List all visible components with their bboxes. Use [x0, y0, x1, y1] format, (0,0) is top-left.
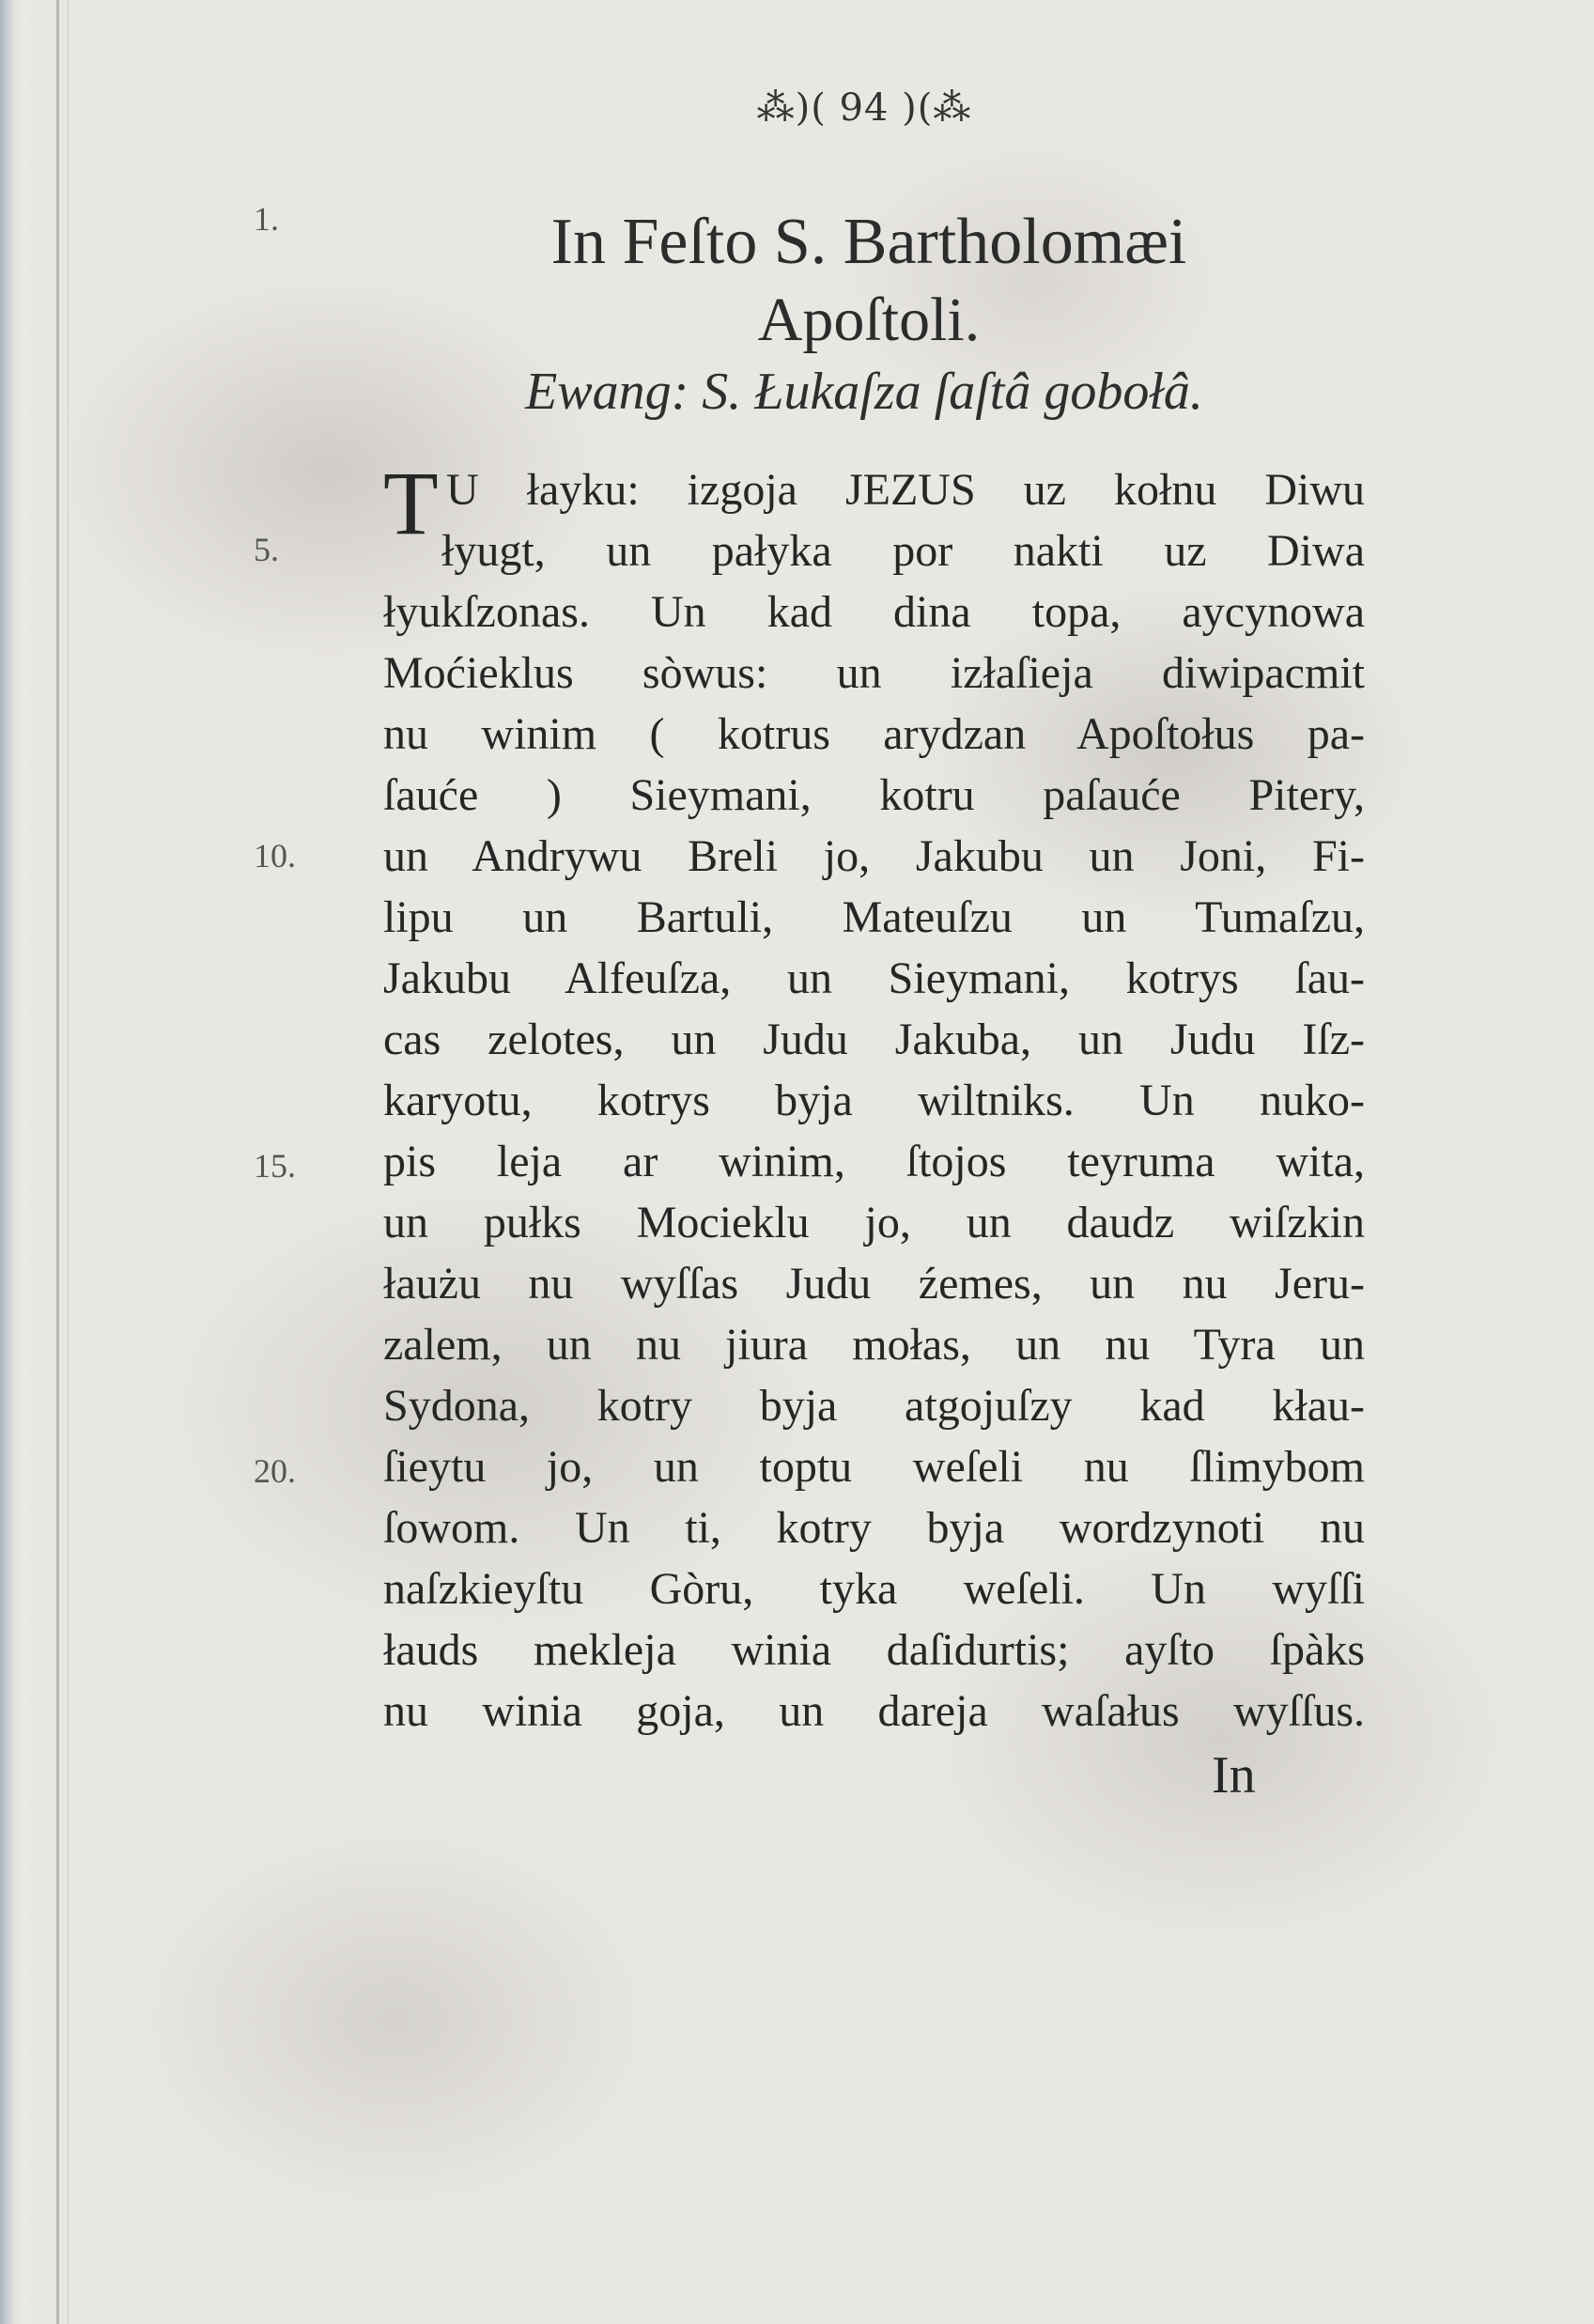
- text-line: un Andrywu Breli jo, Jakubu un Joni, Fi-: [383, 831, 1365, 881]
- text-line: nu winia goja, un dareja waſałus wyſſus.: [383, 1686, 1365, 1736]
- running-head-page-number: ⁂)( 94 )(⁂: [756, 86, 972, 130]
- text-line: Moćieklus sòwus: un izłaſieja diwipacmit: [383, 648, 1365, 698]
- text-line: ſauće ) Sieymani, kotru paſauće Pitery,: [383, 770, 1365, 820]
- text-line: un pułks Mocieklu jo, un daudz wiſzkin: [383, 1198, 1365, 1247]
- text-line: lipu un Bartuli, Mateuſzu un Tumaſzu,: [383, 892, 1365, 942]
- text-line: łyukſzonas. Un kad dina topa, aycynowa: [383, 587, 1365, 637]
- feast-title: In Feſto S. Bartholomæi: [550, 206, 1187, 278]
- text-line: Jakubu Alfeuſza, un Sieymani, kotrys ſau-: [383, 953, 1365, 1003]
- line-number: 10.: [254, 837, 296, 875]
- line-number: 20.: [254, 1452, 296, 1490]
- gospel-reference: Ewang: S. Łukaſza ſaſtâ gobołâ.: [525, 363, 1203, 421]
- text-line: pis leja ar winim, ſtojos teyruma wita,: [383, 1137, 1365, 1186]
- binding-line: [56, 0, 59, 2324]
- text-line: karyotu, kotrys byja wiltniks. Un nuko-: [383, 1076, 1365, 1125]
- line-number: 15.: [254, 1147, 296, 1185]
- binding-line-secondary: [68, 0, 69, 2324]
- text-line: łauds mekleja winia daſidurtis; ayſto ſpàks: [383, 1625, 1365, 1675]
- text-line: łyugt, un pałyka por nakti uz Diwa: [441, 526, 1365, 576]
- text-line: zalem, un nu jiura mołas, un nu Tyra un: [383, 1320, 1365, 1370]
- binding-edge: [0, 0, 28, 2324]
- text-line: łaużu nu wyſſas Judu źemes, un nu Jeru-: [383, 1259, 1365, 1309]
- feast-title-continued: Apoſtoli.: [757, 286, 981, 354]
- text-line: ſowom. Un ti, kotry byja wordzynoti nu: [383, 1503, 1365, 1553]
- text-line: U łayku: izgoja JEZUS uz kołnu Diwu: [446, 465, 1365, 515]
- line-number: 5.: [254, 531, 279, 568]
- drop-capital: T: [383, 453, 439, 553]
- catchword: In: [1212, 1746, 1256, 1805]
- text-line: nu winim ( kotrus arydzan Apoſtołus pa-: [383, 709, 1365, 759]
- text-line: Sydona, kotry byja atgojuſzy kad kłau-: [383, 1381, 1365, 1431]
- text-line: ſieytu jo, un toptu weſeli nu ſlimybom: [383, 1442, 1365, 1492]
- text-line: naſzkieyſtu Gòru, tyka weſeli. Un wyſſi: [383, 1564, 1365, 1614]
- text-line: cas zelotes, un Judu Jakuba, un Judu Iſz-: [383, 1015, 1365, 1064]
- line-number: 1.: [254, 200, 279, 238]
